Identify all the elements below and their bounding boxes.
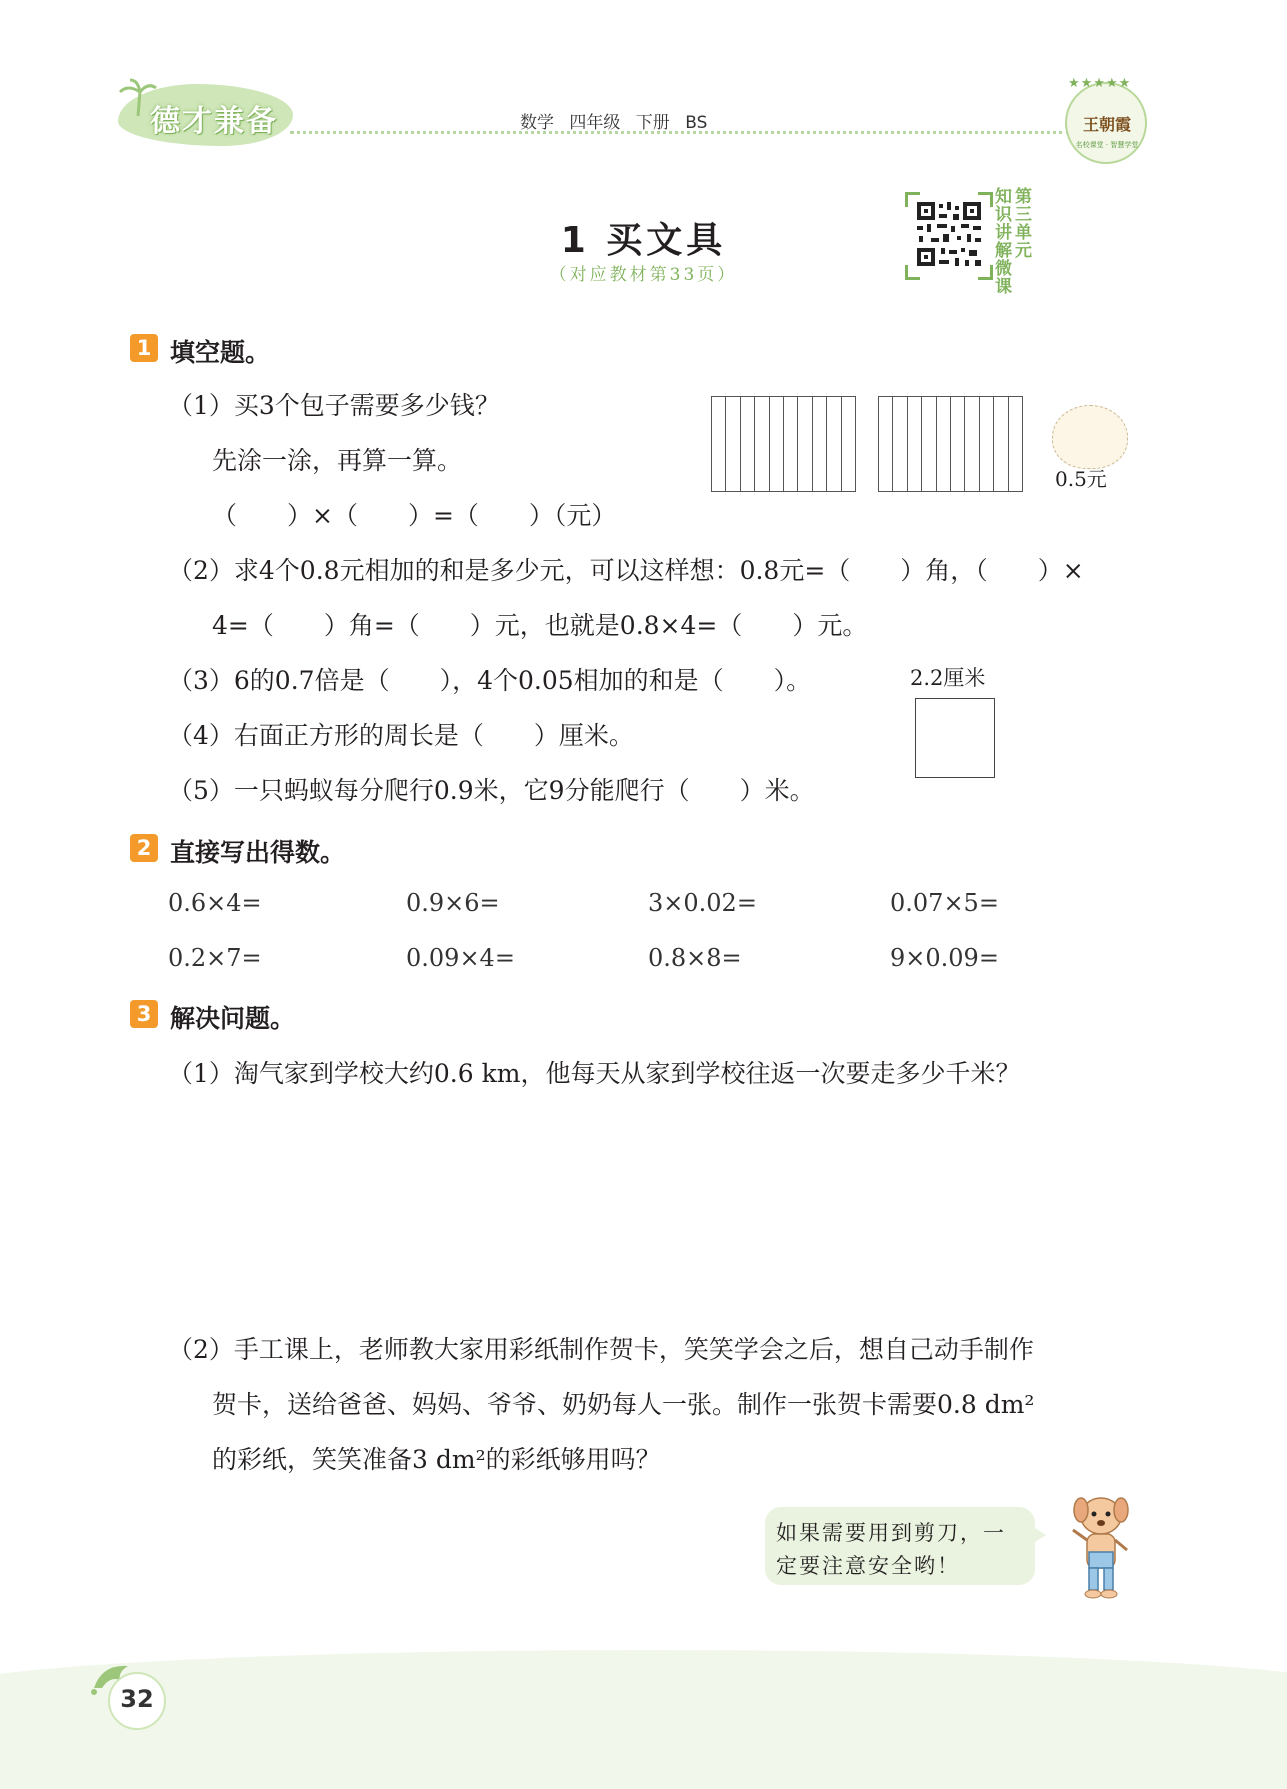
question-line[interactable]: （5）一只蚂蚁每分爬行0.9米，它9分能爬行（ ）米。 (168, 776, 815, 805)
qr-code-icon[interactable] (915, 200, 983, 268)
qr-caption-unit: 第三单元 (1015, 187, 1032, 261)
author-tagline: 名校课堂 · 智慧学堂 (1075, 141, 1139, 149)
star-row-icon: ★★★★★ (1068, 76, 1132, 91)
question-line[interactable]: （4）右面正方形的周长是（ ）厘米。 (168, 721, 634, 750)
author-name: 王朝霞 (1082, 115, 1131, 134)
page-number: 32 (120, 1685, 154, 1713)
section-number-badge: 1 (130, 334, 158, 362)
word-problem: （2）手工课上，老师教大家用彩纸制作贺卡，笑笑学会之后，想自己动手制作 (168, 1335, 1034, 1364)
section-number-badge: 3 (130, 1000, 158, 1028)
dog-mascot-icon (1065, 1490, 1137, 1600)
tip-line: 定要注意安全哟！ (776, 1554, 960, 1578)
footer-band (0, 1685, 1287, 1789)
section-title: 直接写出得数。 (170, 838, 346, 867)
calc-item[interactable]: 3×0.02= (648, 889, 757, 917)
question-line[interactable]: 4=（ ）角=（ ）元，也就是0.8×4=（ ）元。 (212, 611, 868, 640)
question-line[interactable]: （3）6的0.7倍是（ ），4个0.05相加的和是（ ）。 (168, 666, 812, 695)
calc-item[interactable]: 0.8×8= (648, 944, 742, 972)
calc-item[interactable]: 9×0.09= (890, 944, 999, 972)
calc-item[interactable]: 0.6×4= (168, 889, 262, 917)
word-problem: 贺卡，送给爸爸、妈妈、爷爷、奶奶每人一张。制作一张贺卡需要0.8 dm² (212, 1390, 1035, 1419)
question-line: （1）买3个包子需要多少钱？ (168, 391, 500, 420)
tip-bubble-tail (1030, 1525, 1046, 1545)
one-yuan-grid-left[interactable] (711, 396, 856, 492)
lesson-title: 1 买文具 (560, 220, 727, 261)
square-figure (915, 698, 995, 778)
word-problem: （1）淘气家到学校大约0.6 km，他每天从家到学校往返一次要走多少千米？ (168, 1059, 1021, 1088)
bun-price-label: 0.5元 (1055, 467, 1107, 491)
section-number-badge: 2 (130, 834, 158, 862)
answer-blank-line[interactable]: （ ）×（ ）=（ ）（元） (212, 501, 617, 530)
word-problem: 的彩纸，笑笑准备3 dm²的彩纸够用吗？ (212, 1445, 661, 1474)
section-title: 填空题。 (170, 338, 271, 367)
steamed-bun-icon (1052, 405, 1128, 469)
calc-item[interactable]: 0.09×4= (406, 944, 515, 972)
section-title: 解决问题。 (170, 1004, 296, 1033)
question-line[interactable]: （2）求4个0.8元相加的和是多少元，可以这样想：0.8元=（ ）角，（ ）× (168, 556, 1084, 585)
one-yuan-grid-right[interactable] (878, 396, 1023, 492)
tip-text (776, 1517, 1031, 1583)
qr-caption-microlesson: 知识讲解微课 (995, 187, 1012, 297)
calc-item[interactable]: 0.9×6= (406, 889, 500, 917)
tip-line: 如果需要用到剪刀，一 (776, 1521, 1006, 1545)
subject-line: 数学 四年级 下册 BS (520, 113, 708, 133)
calc-item[interactable]: 0.2×7= (168, 944, 262, 972)
series-logo: 德才兼备 (150, 104, 278, 139)
answer-space[interactable] (168, 1100, 1128, 1300)
textbook-reference: （对应教材第33页） (549, 265, 738, 285)
calc-item[interactable]: 0.07×5= (890, 889, 999, 917)
question-line: 先涂一涂，再算一算。 (212, 446, 463, 475)
square-side-label: 2.2厘米 (910, 666, 986, 690)
